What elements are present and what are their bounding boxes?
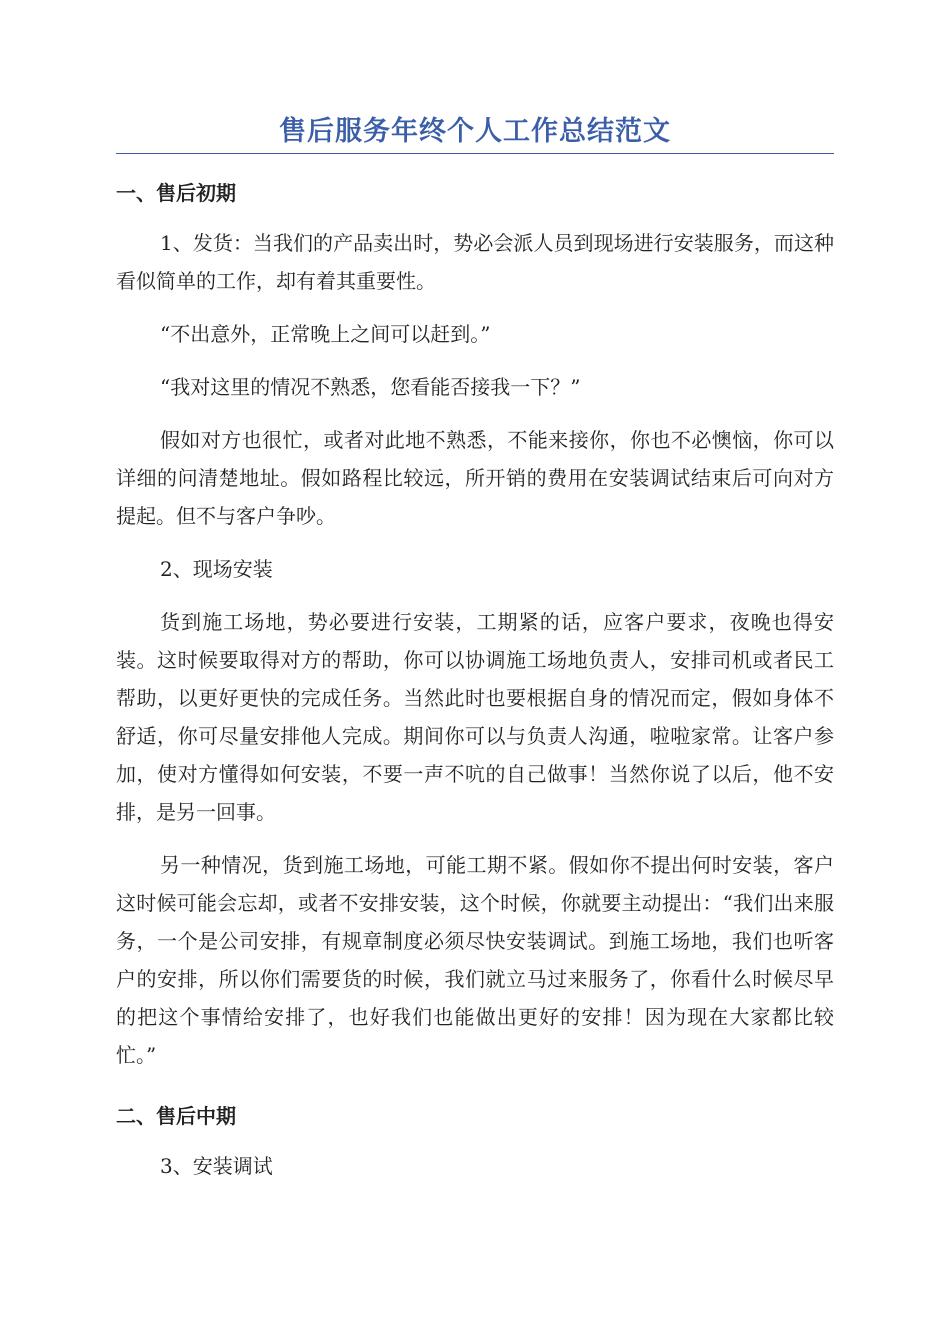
paragraph: 1、发货：当我们的产品卖出时，势必会派人员到现场进行安装服务，而这种看似简单的工作，却有着其重要性。 <box>116 231 834 293</box>
paragraph: 另一种情况，货到施工场地，可能工期不紧。假如你不提出何时安装，客户这时候可能会忘却，或者不安排安装，这个时候，你就要主动提出：“我们出来服务，一个是公司安排，有规章制度必须尽快安装调试。到施工场地，我们也听客户的安排，所以你们需要货的时候，我们就立马过来服务了，你看什么时候尽早的把这个事情给安排了，也好我们也能做出更好的安排！因为现在大家都比较忙。” <box>116 853 834 1067</box>
section-heading: 一、售后初期 <box>116 181 236 205</box>
subheading-paragraph: 2、现场安装 <box>160 557 273 581</box>
document-page <box>116 112 834 1185</box>
document-title: 售后服务年终个人工作总结范文 <box>116 112 834 154</box>
paragraph: 货到施工场地，势必要进行安装，工期紧的话，应客户要求，夜晚也得安装。这时候要取得对方的帮助，你可以协调施工场地负责人，安排司机或者民工帮助，以更好更快的完成任务。当然此时也要根据自身的情况而定，假如身体不舒适，你可尽量安排他人完成。期间你可以与负责人沟通，啦啦家常。让客户参加，使对方懂得如何安装，不要一声不吭的自己做事！当然你说了以后，他不安排，是另一回事。 <box>116 610 834 824</box>
paragraph: “不出意外，正常晚上之间可以赶到。” <box>160 322 491 346</box>
paragraph: 假如对方也很忙，或者对此地不熟悉，不能来接你，你也不必懊恼，你可以详细的问清楚地址。假如路程比较远，所开销的费用在安装调试结束后可向对方提起。但不与客户争吵。 <box>116 428 834 528</box>
paragraph: “我对这里的情况不熟悉，您看能否接我一下？” <box>160 375 581 399</box>
section-heading: 二、售后中期 <box>116 1104 236 1128</box>
subheading-paragraph: 3、安装调试 <box>160 1154 273 1178</box>
